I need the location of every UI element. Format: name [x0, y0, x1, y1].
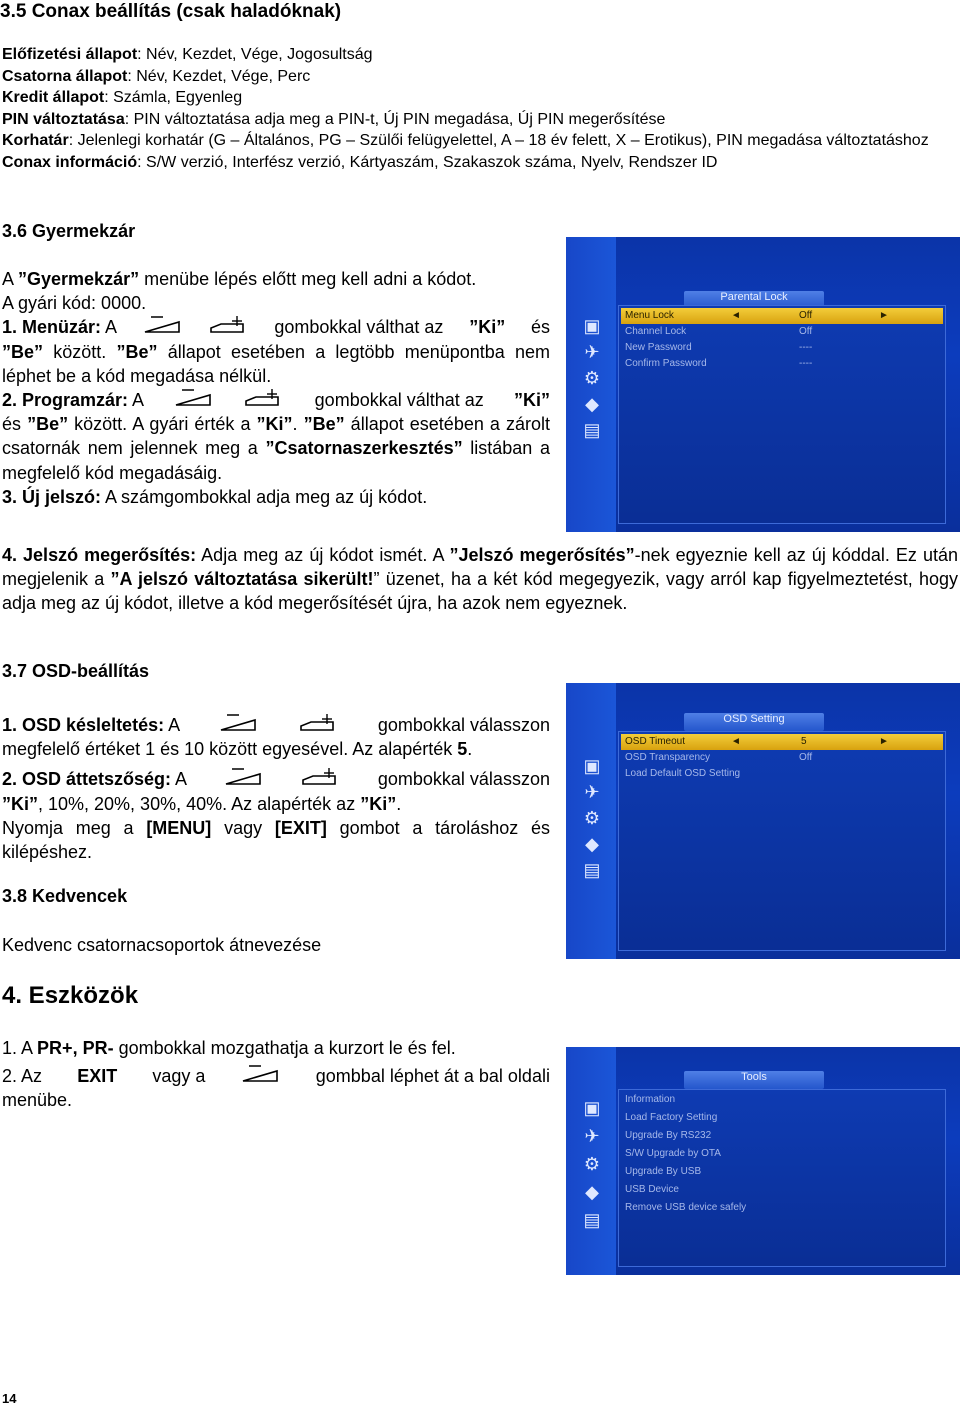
osd-setting-screenshot: [566, 683, 960, 959]
osd-sidebar: [566, 683, 616, 959]
menu-lock-line: 1. Menüzár: A gombokkal válthat az ”Ki” és: [2, 317, 550, 338]
osd-save-note: Nyomja meg a [MENU] vagy [EXIT] gombot a tároláshoz és kilépéshez.: [2, 817, 550, 863]
menu-lock-desc: ”Be” között. ”Be” állapot esetében a legtöbb menüpontba nem léphet be a kód megadása nélkül.: [2, 341, 551, 386]
new-password-item: 3. Új jelszó: A számgombokkal adja meg az új kódot.: [2, 486, 428, 507]
volume-plus-icon: [244, 388, 284, 408]
volume-minus-icon: [241, 1064, 281, 1084]
osd-row-factory: Load Factory Setting: [625, 1112, 718, 1123]
osd-title: OSD Setting: [684, 713, 824, 731]
osd-title: Tools: [684, 1071, 824, 1089]
tools-item-2-cont: menübe.: [2, 1090, 73, 1111]
osd-row-menu-lock: Menu Lock ◄ Off ►: [621, 308, 943, 324]
section-title-osd: 3.7 OSD-beállítás: [2, 661, 150, 681]
volume-minus-icon: [219, 713, 259, 733]
conax-item-subscription: Előfizetési állapot: Név, Kezdet, Vége, Jogosultság: [2, 46, 373, 63]
osd-row-load-default: Load Default OSD Setting: [625, 768, 741, 779]
section-title-conax: 3.5 Conax beállítás (csak haladóknak): [0, 1, 342, 22]
osd-timeout-line: 1. OSD késleltetés: A gombokkal válasszon: [2, 715, 550, 735]
favourites-desc: Kedvenc csatornacsoportok átnevezése: [2, 935, 322, 955]
osd-menu: [618, 305, 946, 524]
conax-item-credit: Kredit állapot: Számla, Egyenleg: [2, 89, 243, 107]
page-number: 14: [2, 1391, 17, 1406]
osd-row-new-password: New Password ----: [625, 342, 813, 353]
osd-row-confirm-password: Confirm Password ----: [625, 358, 813, 369]
volume-plus-icon: [299, 713, 339, 733]
parental-text: [2, 267, 550, 509]
tools-item-2: 2. Az EXIT vagy a gombbal léphet át a bal oldali: [2, 1066, 550, 1087]
factory-code: A gyári kód: 0000.: [2, 293, 147, 314]
volume-minus-icon: [224, 767, 264, 787]
osd-row-usb: Upgrade By USB: [625, 1166, 702, 1177]
osd-transparency-line: 2. OSD áttetszőség: A gombokkal válasszon: [2, 769, 550, 790]
screen-icon: ▣: [583, 315, 601, 336]
osd-transparency-desc: ”Ki”, 10%, 20%, 30%, 40%. Az alapérték az ”Ki”.: [2, 793, 402, 814]
conax-item-channel: Csatorna állapot: Név, Kezdet, Vége, Perc: [2, 67, 311, 85]
program-lock-line: 2. Programzár: A gombokkal válthat az ”Ki”: [2, 390, 550, 411]
screen-icon: ▣: [583, 1097, 601, 1118]
volume-minus-icon: [174, 388, 214, 408]
section-title-favourites: 3.8 Kedvencek: [2, 886, 128, 906]
osd-row-information: Information: [625, 1094, 676, 1105]
satellite-icon: ✈: [584, 1125, 600, 1146]
osd-row-ota: S/W Upgrade by OTA: [625, 1148, 721, 1159]
clapperboard-icon: ▤: [583, 859, 601, 880]
conax-item-age: Korhatár: Jelenlegi korhatár (G – Általános, PG – Szülői felügyelettel, A – 18 év felett, X – Erotikus), PIN megadása változtatáshoz: [2, 132, 929, 150]
conax-item-pin: PIN változtatása: PIN változtatása adja meg a PIN-t, Új PIN megadása, Új PIN megerősítése: [2, 110, 666, 128]
osd-text: [2, 713, 550, 864]
volume-minus-icon: [143, 315, 183, 335]
clapperboard-icon: ▤: [583, 1209, 601, 1230]
osd-row-rs232: Upgrade By RS232: [625, 1130, 712, 1141]
tools-icon: ◆: [585, 1181, 599, 1202]
volume-plus-icon: [301, 767, 341, 787]
tools-item-1: 1. A PR+, PR- gombokkal mozgathatja a kurzort le és fel.: [2, 1038, 456, 1058]
osd-title: Parental Lock: [684, 291, 824, 309]
screen-icon: ▣: [583, 755, 601, 776]
tools-icon: ◆: [585, 393, 599, 414]
parental-lock-screenshot: [566, 237, 960, 532]
clapperboard-icon: ▤: [583, 419, 601, 440]
osd-menu: [618, 1089, 946, 1267]
osd-row-usb-device: USB Device: [625, 1184, 679, 1195]
program-lock-desc: és ”Be” között. A gyári érték a ”Ki”. ”Be” állapot esetében a zárolt csatornák nem jelennek meg a ”Csatornaszerkesztés” listában a megfelelő kód megadásáig.: [2, 414, 551, 483]
osd-sidebar: [566, 1047, 616, 1275]
film-reel-icon: ⚙: [583, 1153, 601, 1174]
confirm-password-item: 4. Jelszó megerősítés: Adja meg az új kódot ismét. A ”Jelszó megerősítés”-nek egyeznie kell az új kóddal. Ez után megjelenik a ”A jelszó változtatása sikerült!” üzenet, ha a két kód megegyezik, vagy arról kap figyelmeztetést, hogy adja meg az új kódot, illetve a kód megerősítését újra, ha azok nem egyeznek.: [2, 545, 958, 614]
osd-row-timeout: OSD Timeout ◄ 5 ►: [621, 734, 943, 750]
conax-list: [2, 44, 958, 174]
film-reel-icon: ⚙: [583, 807, 601, 828]
tools-screenshot: [566, 1047, 960, 1275]
osd-row-remove-usb: Remove USB device safely: [625, 1202, 747, 1213]
film-reel-icon: ⚙: [583, 367, 601, 388]
volume-plus-icon: [209, 315, 249, 335]
conax-item-info: Conax információ: S/W verzió, Interfész verzió, Kártyaszám, Szakaszok száma, Nyelv, Rendszer ID: [2, 153, 718, 171]
osd-sidebar: [566, 237, 616, 532]
osd-row-channel-lock: Channel Lock Off: [625, 326, 813, 337]
tools-icon: ◆: [585, 833, 599, 854]
osd-row-transparency: OSD Transparency Off: [625, 752, 813, 763]
tools-text: [2, 1036, 550, 1113]
section-title-tools: 4. Eszközök: [2, 982, 139, 1009]
satellite-icon: ✈: [584, 781, 600, 802]
osd-timeout-desc: megfelelő értéket 1 és 10 között egyesével. Az alapérték 5.: [2, 739, 473, 760]
osd-menu: [618, 731, 946, 951]
parental-intro: A ”Gyermekzár” menübe lépés előtt meg kell adni a kódot.: [2, 269, 477, 289]
satellite-icon: ✈: [584, 341, 600, 362]
section-title-parental: 3.6 Gyermekzár: [2, 221, 136, 241]
